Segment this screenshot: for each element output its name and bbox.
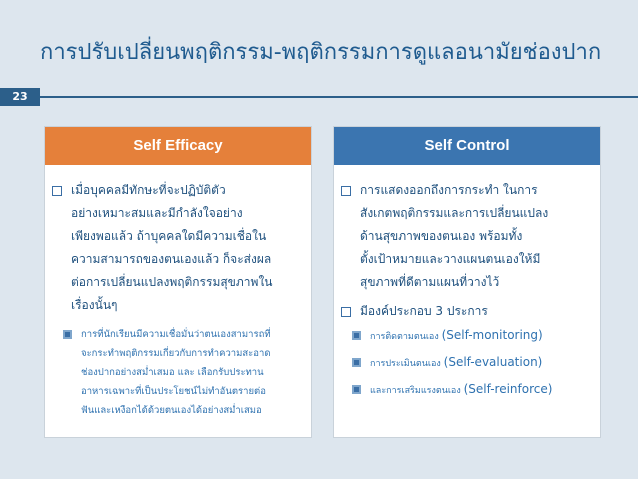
text-line: สุขภาพที่ดีตามแผนที่วางไว้ [360, 275, 500, 289]
self-efficacy-bullet [45, 179, 311, 317]
self-control-heading: Self Control [334, 127, 600, 165]
self-efficacy-heading: Self Efficacy [45, 127, 311, 165]
sub-item-thai: การประเมินตนเอง [370, 359, 441, 369]
square-bullet-icon [352, 331, 361, 340]
self-control-panel [333, 126, 601, 438]
sub-item-english: (Self-reinforce) [463, 382, 553, 396]
text-line: สังเกตพฤติกรรมและการเปลี่ยนแปลง [360, 206, 549, 220]
text-line: เพียงพอแล้ว ถ้าบุคคลใดมีความเชื่อใน [71, 229, 267, 243]
text-line: ช่องปากอย่างสม่ำเสมอ และ เลือกรับประทาน [81, 367, 264, 378]
checkbox-bullet-icon [52, 186, 62, 196]
text-line: ต่อการเปลี่ยนแปลงพฤติกรรมสุขภาพใน [71, 275, 273, 289]
text-line: ฟันและเหงือกได้ด้วยตนเองได้อย่างสม่ำเสมอ [81, 405, 262, 416]
text-line: เรื่องนั้นๆ [71, 298, 118, 312]
sub-item-thai: การติดตามตนเอง [370, 332, 439, 342]
square-bullet-icon [63, 330, 72, 339]
sub-item-thai: และการเสริมแรงตนเอง [370, 386, 461, 396]
checkbox-bullet-icon [341, 186, 351, 196]
text-line: การแสดงออกถึงการกระทำ ในการ [360, 183, 538, 197]
sub-item-english: (Self-evaluation) [443, 355, 543, 369]
text-line: อย่างเหมาะสมและมีกำลังใจอย่าง [71, 206, 243, 220]
text-line: เมื่อบุคคลมีทักษะที่จะปฏิบัติตัว [71, 183, 226, 197]
square-bullet-icon [352, 385, 361, 394]
components-bullet [334, 300, 600, 323]
sub-item-self-evaluation [334, 350, 600, 377]
text-line: อาหารเฉพาะที่เป็นประโยชน์ไม่ทำอันตรายต่อ [81, 386, 266, 397]
sub-item-self-monitoring [334, 323, 600, 350]
title-divider [40, 96, 638, 98]
sub-item-self-reinforce [334, 377, 600, 404]
text-line: ตั้งเป้าหมายและวางแผนตนเองให้มี [360, 252, 541, 266]
slide-number: 23 [0, 88, 40, 106]
sub-item-english: (Self-monitoring) [441, 328, 543, 342]
square-bullet-icon [352, 358, 361, 367]
text-line: ความสามารถของตนเองแล้ว ก็จะส่งผล [71, 252, 272, 266]
slide-title: การปรับเปลี่ยนพฤติกรรม-พฤติกรรมการดูแลอนามัยช่องปาก [40, 40, 602, 65]
text-line: การที่นักเรียนมีความเชื่อมั่นว่าตนเองสามารถที่ [81, 329, 271, 340]
checkbox-bullet-icon [341, 307, 351, 317]
self-control-bullet [334, 179, 600, 294]
self-efficacy-panel [44, 126, 312, 438]
components-label: มีองค์ประกอบ 3 ประการ [360, 304, 488, 318]
text-line: ด้านสุขภาพของตนเอง พร้อมทั้ง [360, 229, 523, 243]
text-line: จะกระทำพฤติกรรมเกี่ยวกับการทำความสะอาด [81, 348, 271, 359]
self-efficacy-sub-bullet [45, 325, 311, 420]
